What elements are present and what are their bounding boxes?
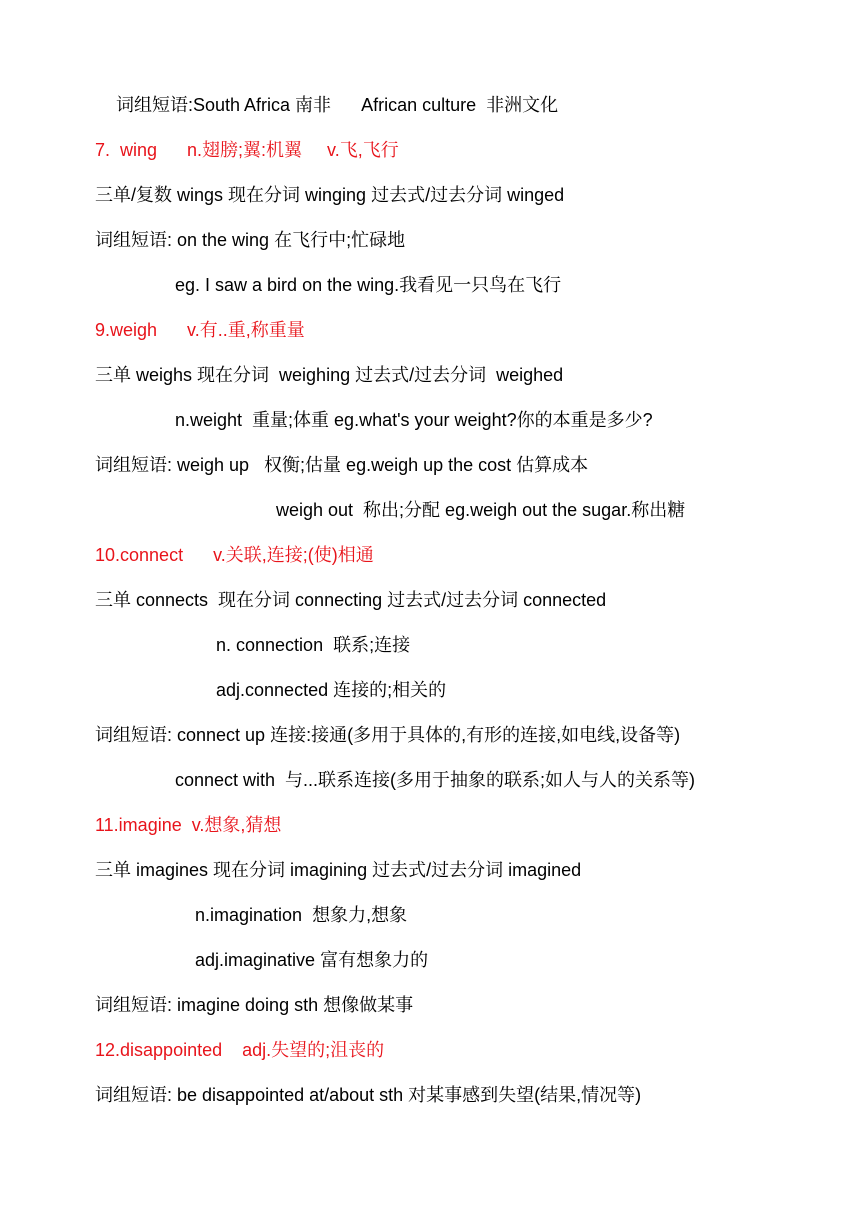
line-imagination-noun: n.imagination 想象力,想象 xyxy=(195,905,408,925)
line-weigh-out: weigh out 称出;分配 eg.weigh out the sugar.称出糖 xyxy=(276,500,686,520)
line-wing-phrase: 词组短语: on the wing 在飞行中;忙碌地 xyxy=(95,230,406,250)
line-wing-example: eg. I saw a bird on the wing.我看见一只鸟在飞行 xyxy=(175,275,562,295)
line-connection-noun: n. connection 联系;连接 xyxy=(216,635,411,655)
heading-weigh: 9.weigh v.有..重,称重量 xyxy=(95,320,305,340)
line-connected-adj: adj.connected 连接的;相关的 xyxy=(216,680,447,700)
line-weigh-up: 词组短语: weigh up 权衡;估量 eg.weigh up the cost 估算成本 xyxy=(95,455,589,475)
line-imagine-forms: 三单 imagines 现在分词 imagining 过去式/过去分词 imagined xyxy=(95,860,582,880)
line-weigh-forms: 三单 weighs 现在分词 weighing 过去式/过去分词 weighed xyxy=(95,365,564,385)
line-connect-up: 词组短语: connect up 连接:接通(多用于具体的,有形的连接,如电线,设备等) xyxy=(95,725,681,745)
line-weight-noun: n.weight 重量;体重 eg.what's your weight?你的本重是多少? xyxy=(175,410,653,430)
line-wing-forms: 三单/复数 wings 现在分词 winging 过去式/过去分词 winged xyxy=(95,185,565,205)
heading-imagine: 11.imagine v.想象,猜想 xyxy=(95,815,282,835)
line-disappointed-phrase: 词组短语: be disappointed at/about sth 对某事感到失望(结果,情况等) xyxy=(95,1085,642,1105)
line-connect-forms: 三单 connects 现在分词 connecting 过去式/过去分词 connected xyxy=(95,590,607,610)
heading-connect: 10.connect v.关联,连接;(使)相通 xyxy=(95,545,374,565)
heading-disappointed: 12.disappointed adj.失望的;沮丧的 xyxy=(95,1040,385,1060)
line-connect-with: connect with 与...联系连接(多用于抽象的联系;如人与人的关系等) xyxy=(175,770,696,790)
heading-wing: 7. wing n.翅膀;翼:机翼 v.飞,飞行 xyxy=(95,140,399,160)
line-imagine-phrase: 词组短语: imagine doing sth 想像做某事 xyxy=(95,995,414,1015)
line-imaginative-adj: adj.imaginative 富有想象力的 xyxy=(195,950,429,970)
line-south-africa: 词组短语:South Africa 南非 African culture 非洲文化 xyxy=(116,95,559,115)
